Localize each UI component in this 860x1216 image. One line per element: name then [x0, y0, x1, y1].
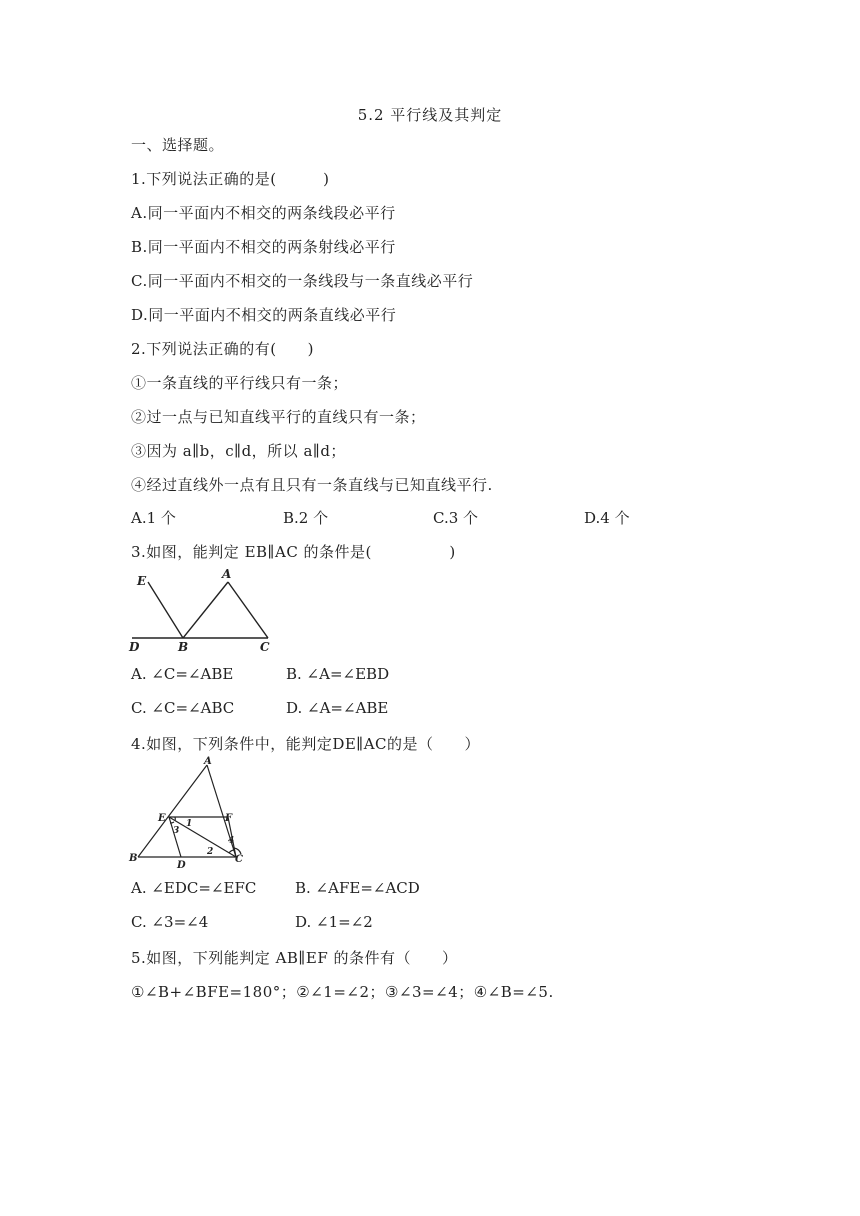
q2-statement-3: ③因为 a∥b，c∥d，所以 a∥d；	[131, 442, 346, 460]
q3-figure	[128, 566, 278, 656]
q2-statement-4: ④经过直线外一点有且只有一条直线与已知直线平行.	[131, 476, 493, 494]
label-d: D	[129, 640, 140, 654]
q2-stem: 2.下列说法正确的有( )	[131, 340, 315, 358]
q4-option-d: D. ∠1=∠2	[295, 913, 373, 931]
label-d: D	[177, 860, 186, 870]
segment-eb	[148, 582, 183, 638]
q3-option-c: C. ∠C=∠ABC	[131, 699, 235, 717]
q2-statement-1: ①一条直线的平行线只有一条；	[131, 374, 349, 392]
q3-option-d: D. ∠A=∠ABE	[286, 699, 389, 717]
q1-option-a: A.同一平面内不相交的两条线段必平行	[131, 204, 396, 222]
label-angle-4: 4	[228, 836, 235, 846]
q2-option-c: C.3 个	[433, 509, 479, 527]
q2-statement-2: ②过一点与已知直线平行的直线只有一条；	[131, 408, 426, 426]
angle-mark-2	[229, 850, 234, 853]
q4-stem: 4.如图，下列条件中，能判定DE∥AC的是（ ）	[131, 735, 481, 753]
page-title: 5.2 平行线及其判定	[357, 106, 503, 124]
q1-option-c: C.同一平面内不相交的一条线段与一条直线必平行	[131, 272, 474, 290]
q4-option-b: B. ∠AFE=∠ACD	[295, 879, 420, 897]
q2-option-a: A.1 个	[131, 509, 176, 527]
q4-option-a: A. ∠EDC=∠EFC	[131, 879, 257, 897]
label-a: A	[222, 567, 232, 581]
label-angle-3: 3	[173, 826, 180, 836]
q2-option-d: D.4 个	[584, 509, 630, 527]
q4-figure-lines	[138, 765, 241, 857]
q4-figure	[128, 755, 253, 870]
segment-ba	[183, 582, 228, 638]
label-b: B	[129, 853, 138, 864]
section-heading: 一、选择题。	[131, 136, 225, 154]
q3-stem: 3.如图，能判定 EB∥AC 的条件是( )	[131, 543, 456, 561]
label-c: C	[235, 854, 243, 865]
label-c: C	[260, 640, 270, 654]
q1-option-b: B.同一平面内不相交的两条射线必平行	[131, 238, 396, 256]
label-angle-1: 1	[186, 819, 193, 829]
label-e: E	[158, 813, 166, 824]
segment-ab	[138, 765, 207, 857]
label-f: F	[225, 813, 233, 824]
label-e: E	[137, 574, 147, 588]
q1-stem: 1.下列说法正确的是( )	[131, 170, 330, 188]
q3-figure-lines	[132, 582, 268, 638]
label-a: A	[204, 756, 212, 767]
q5-conditions: ①∠B+∠BFE=180°；②∠1=∠2；③∠3=∠4；④∠B=∠5.	[131, 983, 554, 1001]
q2-option-b: B.2 个	[283, 509, 329, 527]
q3-option-a: A. ∠C=∠ABE	[131, 665, 234, 683]
q1-option-d: D.同一平面内不相交的两条直线必平行	[131, 306, 397, 324]
label-b: B	[178, 640, 189, 654]
segment-ac	[228, 582, 268, 638]
label-angle-2: 2	[207, 847, 214, 857]
q3-option-b: B. ∠A=∠EBD	[286, 665, 390, 683]
q4-option-c: C. ∠3=∠4	[131, 913, 209, 931]
q5-stem: 5.如图，下列能判定 AB∥EF 的条件有（ ）	[131, 949, 458, 967]
